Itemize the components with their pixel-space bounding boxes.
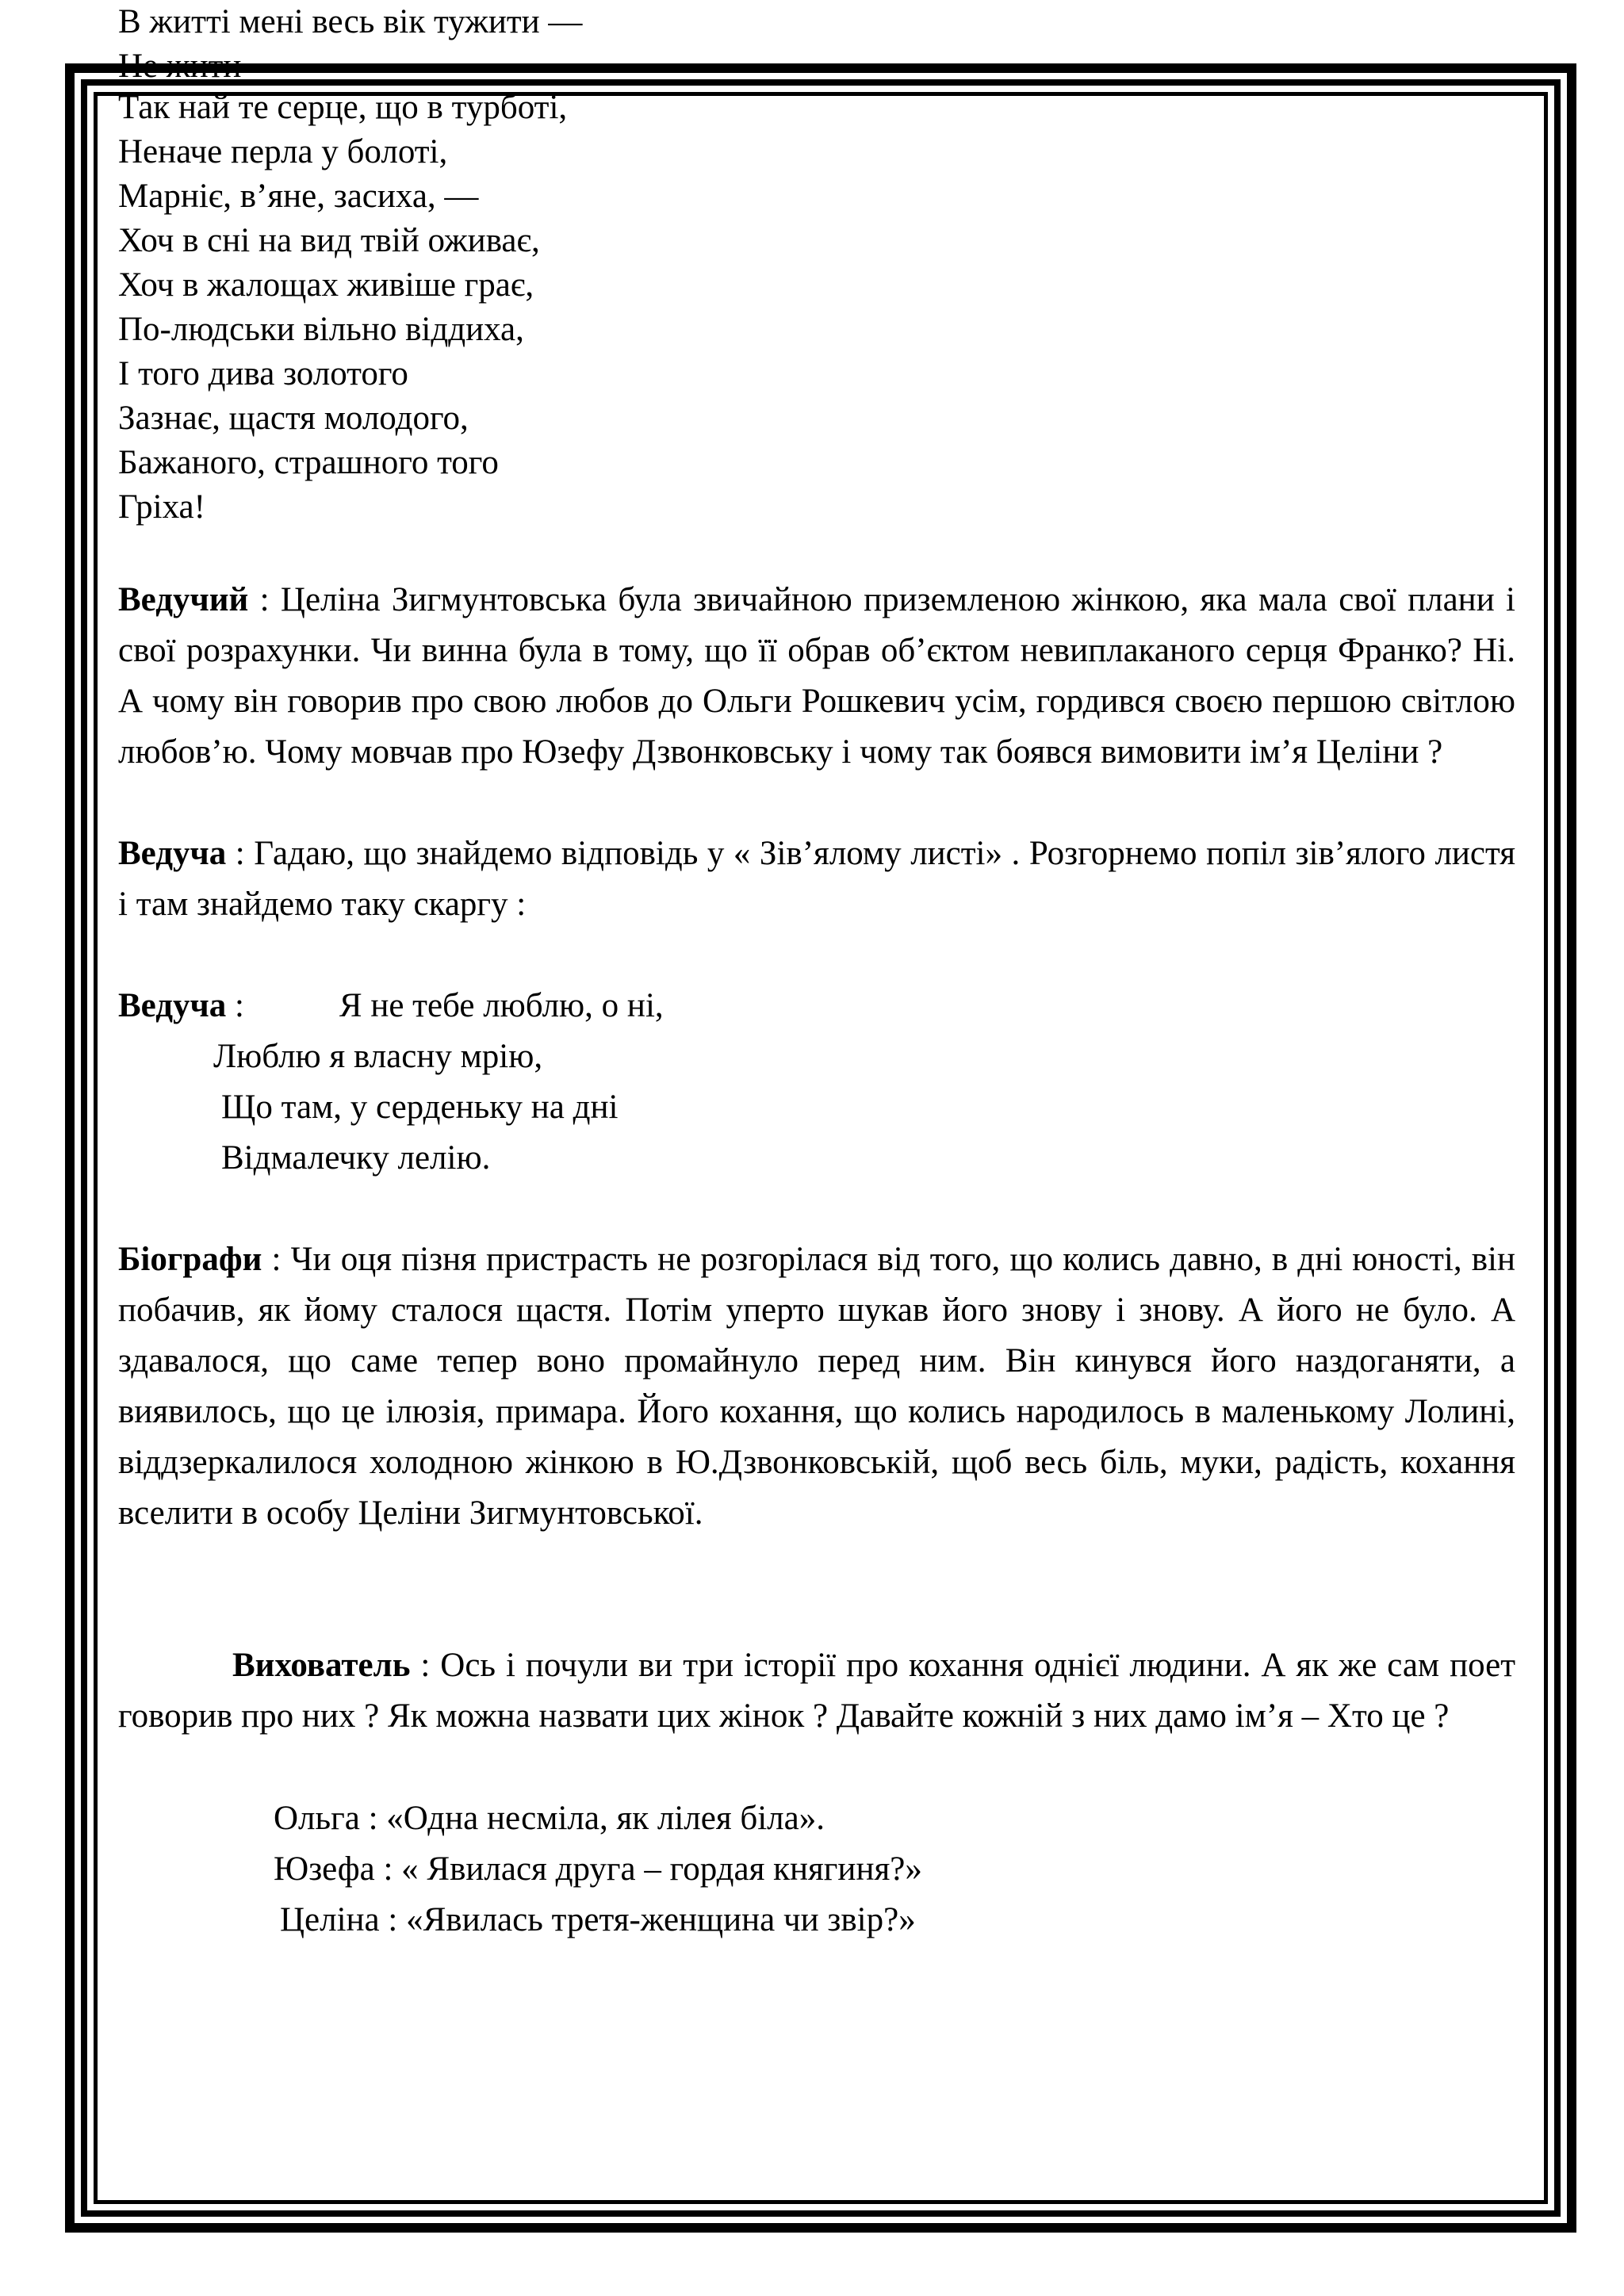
name-line-yuzefa: Юзефа : « Явилася друга – гордая княгиня?» <box>274 1850 922 1888</box>
verse-line: Люблю я власну мрію, <box>213 1038 543 1075</box>
paragraph-vykhovatel <box>118 1640 1515 1742</box>
poem-line: Зазнає, щастя молодого, <box>118 400 469 437</box>
poem-line: Бажаного, страшного того <box>118 444 499 481</box>
paragraph-text: : Чи оця пізня пристрасть не розгорілася від того, що колись давно, в дні юності, він побачив, як йому сталося щастя. Потім уперто шукав його знову і знову. А його не було. А здавалося, що саме тепер воно промайнуло перед ним. Він кинувся його наздоганяти, а виявилось, що це ілюзія, примара. Його кохання, що колись народилось в маленькому Лолині, віддзеркалилося холодною жінкою в Ю.Дзвонковській, щоб весь біль, муки, радість, кохання вселити в особу Целіни Зигмунтовської. <box>118 1241 1515 1532</box>
verse-line: Що там, у серденьку на дні <box>221 1089 619 1126</box>
names-list <box>274 1793 922 1946</box>
paragraph-text: : Целіна Зигмунтовська була звичайною приземленою жінкою, яка мала свої плани і свої розрахунки. Чи винна була в тому, що її обрав об’єктом невиплаканого серця Франко? Ні. А чому він говорив про свою любов до Ольги Рошкевич усім, гордився своєю першою світлою любов’ю. Чому мовчав про Юзефу Дзвонковську і чому так боявся вимовити ім’я Целіни ? <box>118 581 1515 771</box>
poem-line: По-людськи вільно віддиха, <box>118 311 524 348</box>
poem-line: Гріха! <box>118 488 205 526</box>
poem-line: Неначе перла у болоті, <box>118 133 448 170</box>
overflow-line-2: Не жити <box>118 48 242 85</box>
speaker-label: Вихователь <box>232 1647 411 1684</box>
paragraph-vedu-cha <box>118 828 1515 930</box>
poem-line: Так най те серце, що в турботі, <box>118 89 568 126</box>
overflow-line-1: В житті мені весь вік тужити — <box>118 3 583 40</box>
poem-line: І того дива золотого <box>118 355 408 392</box>
poem-line: Марніє, в’яне, засиха, — <box>118 178 479 215</box>
paragraph-vedu-chyi <box>118 575 1515 778</box>
name-line-olha: Ольга : «Одна несміла, як лілея біла». <box>274 1800 825 1837</box>
paragraph-biografy <box>118 1234 1515 1539</box>
speaker-label: Ведучий <box>118 581 249 618</box>
speaker-label: Ведуча <box>118 835 227 872</box>
verse-line: Відмалечку лелію. <box>221 1139 491 1177</box>
overflow-text-top <box>118 0 583 85</box>
verse-first-line <box>118 981 664 1031</box>
verse-continued <box>213 1031 618 1184</box>
name-line-tselina: Целіна : «Явилась третя-женщина чи звір?» <box>280 1901 916 1938</box>
opening-poem <box>118 86 567 530</box>
verse-block <box>118 981 664 1031</box>
speaker-label: Ведуча <box>118 987 227 1024</box>
speaker-label: Біографи <box>118 1241 262 1278</box>
poem-line: Хоч в сні на вид твій оживає, <box>118 222 540 259</box>
verse-line: Я не тебе люблю, о ні, <box>339 987 664 1024</box>
poem-line: Хоч в жалощах живіше грає, <box>118 266 534 304</box>
paragraph-text: : Ось і почули ви три історії про кохання однієї людини. А як же сам поет говорив про них ? Як можна назвати цих жінок ? Давайте кожній з них дамо ім’я – Хто це ? <box>118 1647 1515 1735</box>
paragraph-text: : Гадаю, що знайдемо відповідь у « Зів’ялому листі» . Розгорнемо попіл зів’ялого листя і там знайдемо таку скаргу : <box>118 835 1515 923</box>
speaker-separator: : <box>226 987 244 1024</box>
